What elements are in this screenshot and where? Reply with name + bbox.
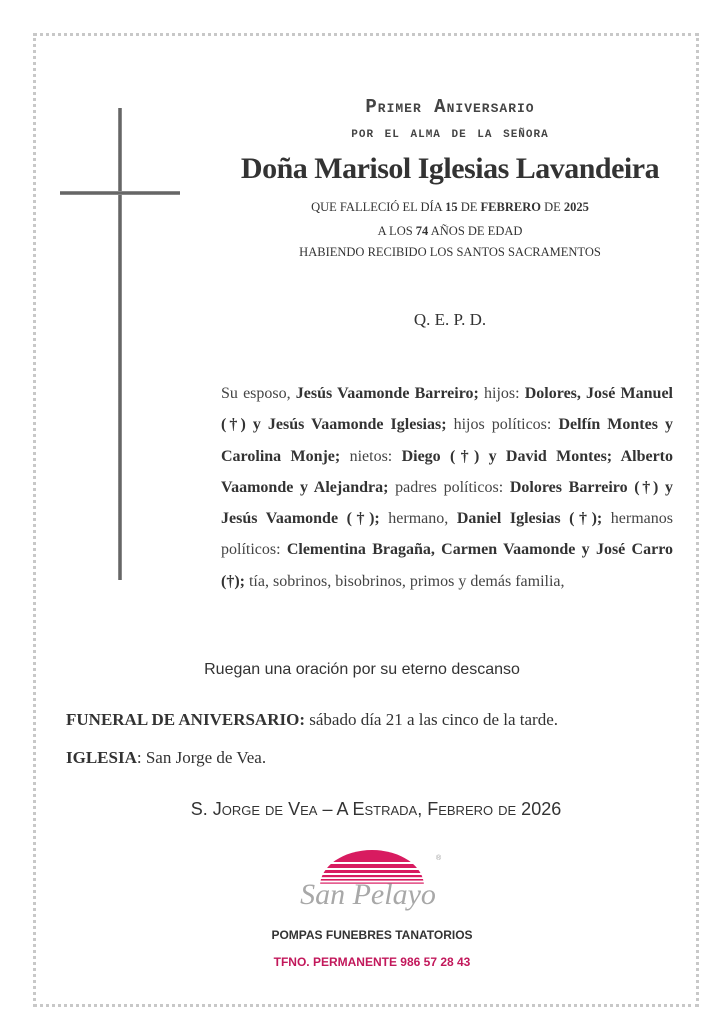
text-segment: AÑOS DE EDAD	[428, 224, 523, 238]
text-segment: DE	[540, 200, 564, 214]
text-segment: nietos:	[340, 447, 402, 465]
age	[210, 224, 690, 239]
bold-text: Daniel Iglesias (†);	[456, 510, 603, 528]
title: Primer Aniversario	[365, 96, 535, 118]
sacraments: HABIENDO RECIBIDO LOS SANTOS SACRAMENTOS	[299, 245, 601, 259]
text-segment: hermanos políticos:	[221, 510, 674, 559]
text-segment: tía, sobrinos, bisobrinos, primos y demás familia,	[244, 572, 565, 590]
logo-text: San Pelayo	[300, 878, 436, 911]
bold-text: 15	[445, 200, 458, 214]
bold-text: Clementina Bragaña, Carmen Vaamonde y José Carro (†);	[221, 541, 673, 590]
church-label: IGLESIA	[66, 748, 137, 767]
place-date: S. Jorge de Vea – A Estrada, Febrero de 2026	[190, 799, 562, 819]
company-tagline: POMPAS FUNEBRES TANATORIOS	[271, 928, 473, 942]
funeral-text: sábado día 21 a las cinco de la tarde.	[304, 710, 558, 729]
bold-text: Diego (†) y David Montes; Alberto Vaamonde y Alejandra;	[221, 447, 674, 496]
bold-text: Delfín Montes y Carolina Monje;	[221, 416, 674, 465]
church-text: : San Jorge de Vea.	[136, 748, 267, 767]
phone: TFNO. PERMANENTE 986 57 28 43	[273, 955, 471, 969]
bold-text: 2025	[563, 200, 589, 214]
deceased-name: Doña Marisol Iglesias Lavandeira	[240, 152, 660, 185]
text-segment: hermano,	[379, 510, 457, 528]
bold-text: Jesús Vaamonde Barreiro;	[295, 385, 479, 402]
subtitle: por el alma de la señora	[351, 124, 549, 142]
bold-text: Dolores, José Manuel (†) y Jesús Vaamonde Iglesias;	[221, 385, 673, 434]
san-pelayo-logo	[290, 848, 450, 918]
funeral-info	[66, 710, 558, 730]
church-info	[66, 748, 266, 768]
text-segment: hijos:	[478, 385, 525, 402]
bold-text: Dolores Barreiro (†) y Jesús Vaamonde (†);	[221, 478, 674, 528]
text-segment: padres políticos:	[388, 478, 510, 496]
bold-text: 74	[415, 224, 429, 238]
text-segment: Su esposo,	[221, 385, 296, 402]
death-date	[210, 200, 690, 215]
bold-text: FEBRERO	[480, 200, 541, 214]
qepd: Q. E. P. D.	[413, 310, 487, 329]
text-segment: hijos políticos:	[446, 416, 559, 434]
text-segment: QUE FALLECIÓ EL DÍA	[311, 200, 446, 214]
text-segment: DE	[457, 200, 481, 214]
family-paragraph	[221, 378, 673, 597]
svg-text:®: ®	[436, 855, 442, 862]
prayer-request: Ruegan una oración por su eterno descanso	[204, 661, 520, 678]
text-segment: A LOS	[377, 224, 416, 238]
funeral-label: FUNERAL DE ANIVERSARIO:	[66, 710, 305, 729]
